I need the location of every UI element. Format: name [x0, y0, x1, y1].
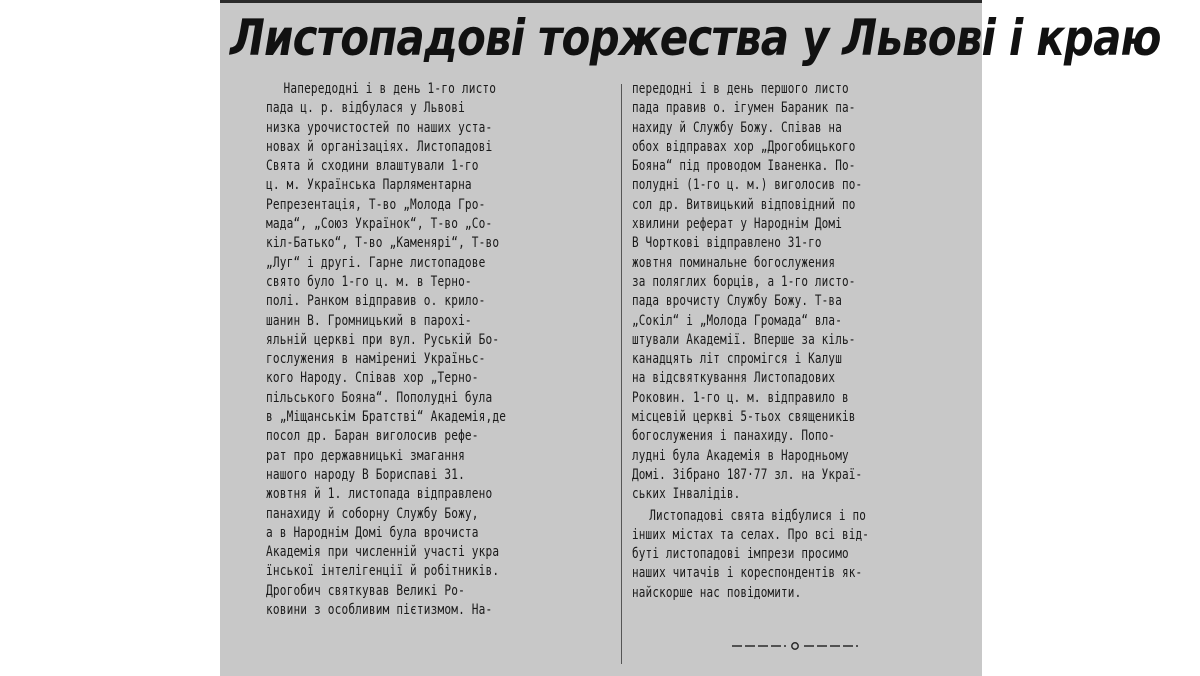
text-line: буті листопадові імпрези просимо — [632, 546, 849, 563]
left-column — [266, 80, 616, 620]
text-line: панахиду й соборну Службу Божу, — [266, 505, 479, 522]
text-line: яльній церкві при вул. Руській Бо- — [266, 331, 500, 348]
text-line: обох відправах хор „Дрогобицького — [632, 138, 856, 155]
text-line: Бояна“ під проводом Іваненка. По- — [632, 158, 856, 175]
text-line: Домі. Зібрано 187·77 зл. на Украї- — [632, 466, 863, 483]
text-line: пільського Бояна“. Пополудні була — [266, 389, 493, 406]
text-line: рат про державницькі змагання — [266, 447, 465, 464]
text-line: канадцять літ спромігся і Калуш — [632, 351, 842, 368]
text-line: а в Народнім Домі була врочиста — [266, 524, 479, 541]
column-divider — [621, 84, 622, 664]
text-line: нахиду й Службу Божу. Співав на — [632, 119, 842, 136]
right-column — [632, 80, 978, 603]
text-line: хвилини реферат у Народнім Домі — [632, 216, 842, 233]
text-line: гослужения в намірениі Україньс- — [266, 351, 486, 368]
text-line: лудні була Академія в Народньому — [632, 447, 849, 464]
text-line: передодні і в день першого листо — [632, 81, 849, 97]
text-line: В Чорткові відправлено 31-го — [632, 235, 822, 252]
text-line: Свята й сходини влаштували 1-го — [266, 158, 479, 175]
text-line: кіл-Батько“, Т-во „Каменярі“, Т-во — [266, 235, 500, 252]
text-line: Листопадові свята відбулися і по — [649, 507, 867, 524]
text-line: пада правив о. ігумен Бараник па- — [632, 100, 856, 117]
text-line: пада врочисту Службу Божу. Т-ва — [632, 293, 842, 310]
text-line: богослужения і панахиду. Попо- — [632, 428, 836, 445]
text-line: полудні (1-го ц. м.) виголосив по- — [632, 177, 863, 194]
text-line: їнської інтелігенції й робітників. — [266, 563, 500, 580]
text-line: жовтня поминальне богослужения — [632, 254, 836, 271]
text-line: нашого народу В Бориспаві 31. — [266, 466, 465, 483]
text-line: полі. Ранком відправив о. крило- — [266, 293, 486, 310]
text-line: шанин В. Громницький в парохі- — [266, 312, 472, 329]
text-line: Напередодні і в день 1-го листо — [283, 81, 497, 97]
text-line: кого Народу. Співав хор „Терно- — [266, 370, 479, 387]
text-line: за поляглих борців, а 1-го листо- — [632, 273, 856, 290]
text-line: новах й організаціях. Листопадові — [266, 138, 493, 155]
text-line: місцевій церкві 5-тьох священиків — [632, 409, 856, 426]
text-line: „Луг“ і другі. Гарне листопадове — [266, 254, 486, 271]
text-line: Роковин. 1-го ц. м. відправило в — [632, 389, 849, 406]
text-line: на відсвяткування Листопадових — [632, 370, 836, 387]
text-line: ських Інвалідів. — [632, 486, 741, 503]
article-headline: Листопадові торжества у Львові і краю — [230, 9, 1161, 67]
text-line: „Сокіл“ і „Молода Громада“ вла- — [632, 312, 842, 329]
text-line: в „Міщанськім Братстві“ Академія,де — [266, 409, 507, 426]
text-line: Репрезентація, Т-во „Молода Гро- — [266, 196, 486, 213]
text-line: низка урочистостей по наших уста- — [266, 119, 493, 136]
text-line: ц. м. Українська Парляментарна — [266, 177, 472, 194]
text-line: Академія при численній участі укра — [266, 544, 500, 561]
text-line: мада“, „Союз Українок“, Т-во „Со- — [266, 216, 493, 233]
text-line: наших читачів і кореспондентів як- — [632, 565, 863, 582]
text-line: свято було 1-го ц. м. в Терно- — [266, 273, 472, 290]
end-ornament — [730, 640, 860, 652]
newspaper-clipping — [220, 0, 1161, 676]
text-line: найскорше нас повідомити. — [632, 584, 802, 601]
text-line: пада ц. р. відбулася у Львові — [266, 100, 465, 117]
text-line: ковини з особливим пієтизмом. На- — [266, 602, 493, 619]
text-line: посол др. Баран виголосив рефе- — [266, 428, 479, 445]
text-line: жовтня й 1. листопада відправлено — [266, 486, 493, 503]
text-line: сол др. Витвицький відповідний по — [632, 196, 856, 213]
text-line: штували Академії. Вперше за кіль- — [632, 331, 856, 348]
text-line: Дрогобич святкував Великі Ро- — [266, 582, 465, 599]
text-line: інших містах та селах. Про всі від- — [632, 526, 870, 543]
